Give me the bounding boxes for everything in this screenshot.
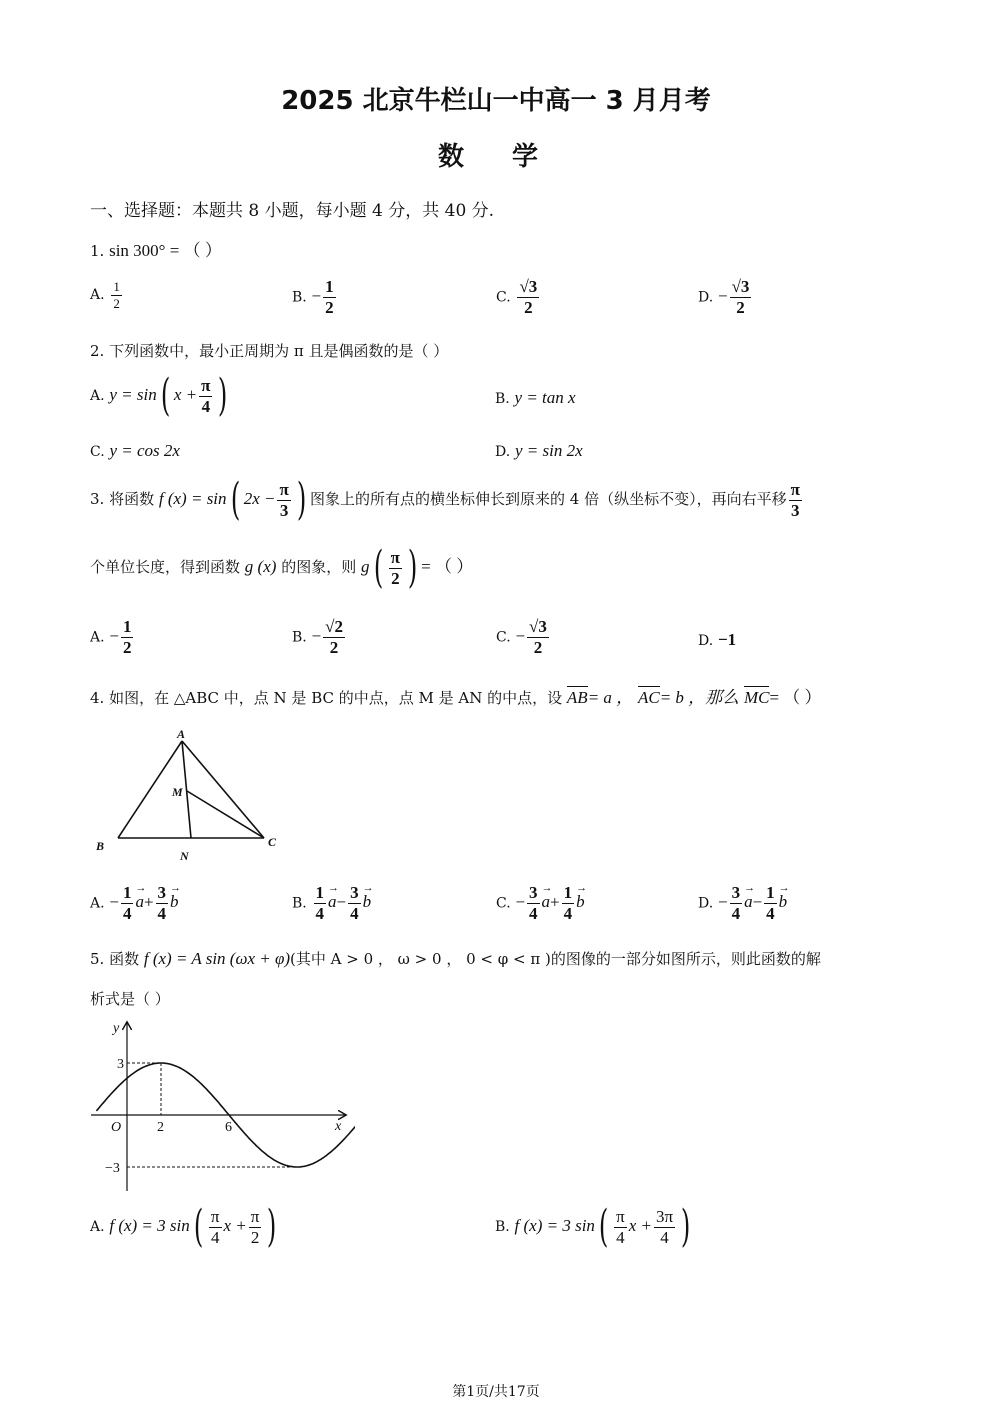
point-label-a: A [177,727,186,741]
sign: + [550,892,560,912]
fraction-denominator: 2 [391,568,400,588]
triangle-figure [90,725,290,865]
question-2: 2. 下列函数中，最小正周期为 π 且是偶函数的是（ ） [90,342,449,360]
question-text: 5. 函数 [90,950,140,968]
vector-a: → a [135,892,144,912]
y-axis-label: y [113,1021,120,1036]
sign: − [336,892,347,912]
fraction-numerator: 3 [731,883,741,902]
section-heading: 一、选择题：本题共 8 小题，每小题 4 分，共 40 分. [90,201,495,221]
vector-mc: MC [743,688,770,707]
fraction-numerator: π [279,479,289,499]
q2-option-c[interactable] [90,441,180,461]
fraction-denominator: 2 [250,1227,260,1247]
fraction-denominator: 2 [533,637,543,657]
q3-option-d[interactable] [698,630,736,650]
option-label: B. [292,289,307,306]
question-number: 1. [90,242,105,260]
origin-label: O [111,1120,122,1135]
sign: − [515,626,526,646]
fraction-numerator: 1 [113,279,120,294]
question-text: 图象上的所有点的横坐标伸长到原来的 4 倍（纵坐标不变），再向右平移 [309,490,787,508]
fraction-numerator: 1 [563,883,573,902]
function-g: g (x) [244,557,277,576]
sign: − [109,892,119,912]
sign: − [752,892,763,912]
point-label-n: N [180,849,189,863]
vector-ac: AC [637,688,660,707]
fraction-numerator: 1 [122,617,132,636]
fraction-denominator: 4 [731,903,741,923]
expression-inner: x + [223,1216,247,1235]
question-text: 个单位长度，得到函数 [90,558,241,576]
fraction-numerator: 3 [529,883,538,902]
q4-option-a[interactable] [90,884,179,923]
vector-b: → b [363,892,372,912]
vector-b: → b [779,892,788,912]
question-text: = b ，那么 [659,688,740,707]
expression: y = tan x [514,388,576,407]
fraction-numerator: √3 [731,277,750,296]
subject-title: 数学 [438,142,587,172]
q2-option-a[interactable]: A. y = sin( x + $\frac{\pi}{4}$ ) [90,370,228,421]
option-label: C. [496,289,511,306]
option-label: C. [90,444,105,460]
question-stem: sin 300° = （ ） [109,241,222,260]
vector-b: → b [576,892,585,912]
vector-ab: AB [566,688,588,707]
fraction-numerator: π [616,1206,625,1226]
fraction-numerator: π [201,375,211,395]
function-f: f (x) = sin [158,489,227,508]
fraction-denominator: 4 [660,1227,669,1247]
q4-option-c[interactable] [496,884,585,923]
fraction-denominator: 4 [315,903,325,923]
fraction-denominator: 4 [766,903,775,923]
option-label: A. [90,1219,105,1235]
sign: − [717,892,728,912]
fraction-numerator: 3 [350,883,359,902]
option-label: C. [496,629,511,646]
q3-option-c[interactable] [496,618,551,657]
option-label: D. [698,895,714,912]
fraction-denominator: 4 [201,396,211,416]
question-1 [90,236,222,261]
option-label: A. [90,287,105,304]
q3-option-a[interactable] [90,618,135,657]
expression-prefix: f (x) = 3 sin [514,1216,595,1235]
expression: −1 [717,630,737,649]
y-min-label: −3 [105,1161,120,1176]
question-text: (其中 A > 0 ， ω > 0 ， 0 < φ < π )的图像的一部分如图所示，则此函数的解 [290,950,821,968]
q4-option-d[interactable] [698,884,787,923]
expression-prefix: f (x) = 3 sin [109,1216,190,1235]
q1-option-d[interactable] [698,278,753,317]
fraction-denominator: 2 [122,637,132,657]
question-5-line-1 [90,948,821,969]
question-3-line-1: 3. 将函数 f (x) = sin( 2x − $\frac{\pi}{3}$ ) 图象上的所有点的横坐标伸长到原来的 4 倍（纵坐标不变），再向右平移 $\frac{\pi}{3}$ [90,474,800,525]
sign: − [109,626,119,646]
expression-inner: x + [628,1216,652,1235]
option-label: A. [90,895,105,912]
option-label: B. [495,1219,510,1235]
expression: y = cos 2x [109,441,180,460]
option-label: A. [90,629,105,646]
q1-option-a[interactable] [90,280,124,310]
option-label: D. [495,444,511,460]
expression-inner: x + [173,385,198,404]
option-label: D. [698,633,714,649]
sign: − [717,286,728,306]
page-footer: 第1页/共17页 [452,1384,540,1400]
question-tail: = （ ） [421,557,474,576]
y-max-label: 3 [117,1057,124,1072]
option-label: D. [698,289,714,306]
segment-mc [187,791,264,838]
option-label: B. [292,895,307,912]
page-title: 2025 北京牛栏山一中高一 3 月月考 [281,86,711,116]
question-4 [90,683,822,708]
sign: − [515,892,526,912]
question-text: 4. 如图，在 △ABC 中，点 N 是 BC 的中点，点 M 是 AN 的中点，设 [90,689,563,707]
fraction-denominator: 4 [529,903,538,923]
fraction-numerator: π [390,547,400,567]
fraction-denominator: 3 [279,500,289,520]
fraction-denominator: 4 [350,903,359,923]
fraction-denominator: 2 [329,637,339,657]
point-label-b: B [96,839,105,853]
question-text: = a ， [587,688,634,707]
expression-prefix: y = sin [109,385,157,404]
fraction-numerator: 1 [766,883,775,902]
q1-option-b[interactable] [292,278,338,317]
function-f: f (x) = A sin (ωx + φ) [143,949,291,968]
fraction-denominator: 2 [113,295,120,311]
option-label: A. [90,388,105,404]
question-text: 的图象，则 [281,558,357,576]
option-label: B. [292,629,307,646]
q3-option-b[interactable] [292,618,347,657]
fraction-denominator: 4 [210,1227,220,1247]
q2-option-d[interactable] [495,441,583,461]
point-label-m: M [172,785,183,799]
sign: − [311,286,322,306]
fraction-denominator: 4 [616,1227,625,1247]
point-label-c: C [268,835,277,849]
fraction-numerator: √3 [519,277,538,296]
fraction-numerator: 1 [122,883,132,902]
q2-option-b[interactable] [495,388,576,408]
question-tail: = （ ） [769,688,822,707]
vector-a: → a [542,892,551,912]
x-tick-label-6: 6 [225,1120,232,1135]
fraction-denominator: 4 [563,903,573,923]
fraction-denominator: 4 [122,903,132,923]
fraction-numerator: √2 [325,617,343,636]
vector-a: → a [328,892,337,912]
vector-a: → a [744,892,753,912]
fraction-numerator: √3 [529,617,547,636]
question-5-line-2: 析式是（ ） [90,990,170,1008]
vector-b: → b [170,892,179,912]
median-an [182,741,191,838]
question-3-line-2: 个单位长度，得到函数 g (x) 的图象，则 g( $\frac{\pi}{2}$ ) = （ ） [90,542,474,593]
q4-option-b[interactable] [292,884,371,923]
x-tick-label-2: 2 [157,1120,164,1135]
q5-option-a[interactable]: A. f (x) = 3 sin( $\frac{\pi}{4}$ x + $\frac{\pi}{2}$ ) [90,1201,277,1252]
fraction-numerator: 1 [325,277,334,296]
q1-option-c[interactable] [496,278,541,317]
fraction-denominator: 2 [325,297,334,317]
sign: + [143,892,154,912]
fraction-numerator: 3 [157,883,167,902]
expression: y = sin 2x [514,441,583,460]
question-number: 3. 将函数 [90,490,155,508]
expression-inner: 2x − [243,489,276,508]
fraction-numerator: 3π [655,1206,674,1226]
sine-graph-figure [85,1015,355,1195]
option-label: C. [496,895,511,912]
side-ac [182,741,264,838]
fraction-denominator: 4 [157,903,167,923]
q5-option-b[interactable]: B. f (x) = 3 sin( $\frac{\pi}{4}$ x + $\frac{3\pi}{4}$ ) [495,1201,691,1252]
fraction-numerator: π [790,479,800,499]
fraction-denominator: 2 [736,297,745,317]
x-axis-label: x [335,1119,342,1134]
fraction-numerator: 1 [315,883,325,902]
sign: − [311,626,322,646]
fraction-denominator: 2 [524,297,533,317]
fraction-numerator: π [250,1206,260,1226]
fraction-numerator: π [210,1206,220,1226]
option-label: B. [495,391,510,407]
fraction-denominator: 3 [790,500,800,520]
function-g: g [361,557,370,576]
